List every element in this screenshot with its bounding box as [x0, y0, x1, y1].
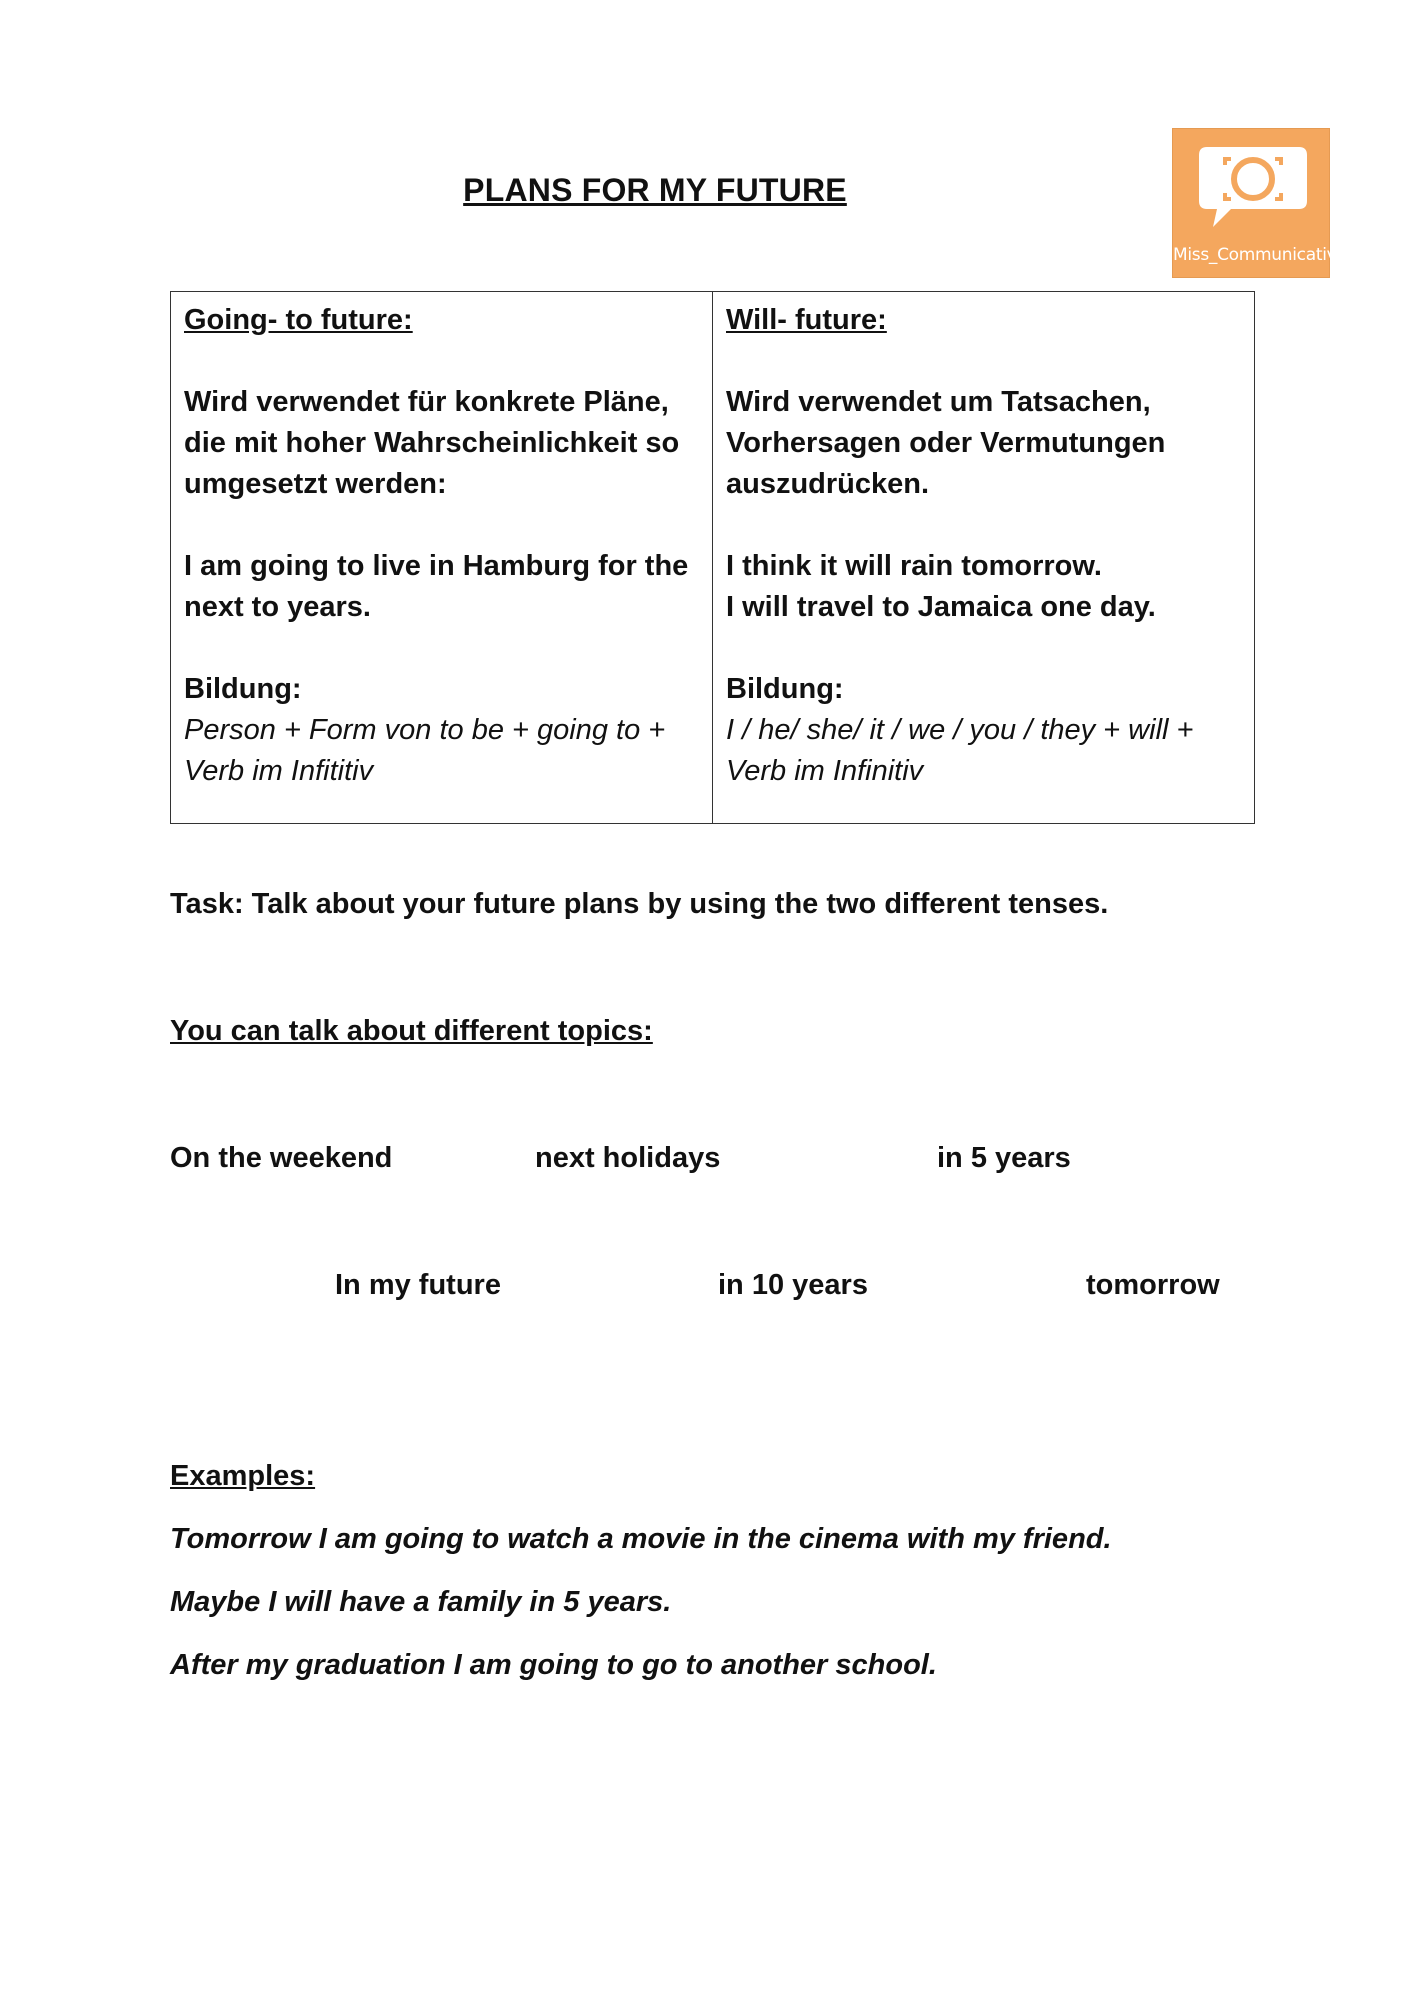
will-future-cell: [713, 292, 1255, 824]
page-title: PLANS FOR MY FUTURE: [463, 172, 847, 208]
going-to-usage-line: Wird verwendet für konkrete Pläne,: [184, 386, 669, 418]
will-usage-line: auszudrücken.: [726, 468, 930, 500]
topic-item: tomorrow: [1086, 1269, 1220, 1301]
topic-item: in 10 years: [718, 1269, 868, 1301]
examples-heading: Examples:: [170, 1460, 316, 1492]
will-usage-line: Vorhersagen oder Vermutungen: [726, 427, 1166, 459]
going-to-formation-line: Verb im Infititiv: [184, 755, 374, 787]
task-instruction: Task: Talk about your future plans by using the two different tenses.: [170, 888, 1109, 920]
example-sentence: Maybe I will have a family in 5 years.: [170, 1586, 672, 1618]
topic-item: In my future: [335, 1269, 501, 1301]
grammar-table: [170, 291, 1255, 824]
going-to-formation-line: Person + Form von to be + going to +: [184, 714, 666, 746]
will-formation-line: I / he/ she/ it / we / you / they + will +: [726, 714, 1194, 746]
topic-item: On the weekend: [170, 1142, 393, 1174]
topic-item: next holidays: [535, 1142, 721, 1174]
going-to-usage-line: die mit hoher Wahrscheinlichkeit so: [184, 427, 680, 459]
going-to-heading: Going- to future:: [184, 304, 413, 336]
example-sentence: Tomorrow I am going to watch a movie in the cinema with my friend.: [170, 1523, 1112, 1555]
going-to-future-cell: [171, 292, 713, 824]
topics-heading: You can talk about different topics:: [170, 1015, 653, 1047]
will-heading: Will- future:: [726, 304, 887, 336]
will-usage-line: Wird verwendet um Tatsachen,: [726, 386, 1151, 418]
logo: [1172, 128, 1347, 278]
will-example-line: I think it will rain tomorrow.: [726, 550, 1102, 582]
example-sentence: After my graduation I am going to go to another school.: [170, 1649, 937, 1681]
logo-caption: Miss_Communicative: [1173, 245, 1347, 265]
will-formation-line: Verb im Infinitiv: [726, 755, 924, 787]
going-to-example-line: I am going to live in Hamburg for the: [184, 550, 689, 582]
topic-item: in 5 years: [937, 1142, 1071, 1174]
going-to-example-line: next to years.: [184, 591, 371, 623]
will-example-line: I will travel to Jamaica one day.: [726, 591, 1156, 623]
going-to-formation-label: Bildung:: [184, 673, 302, 705]
going-to-usage-line: umgesetzt werden:: [184, 468, 447, 500]
will-formation-label: Bildung:: [726, 673, 844, 705]
